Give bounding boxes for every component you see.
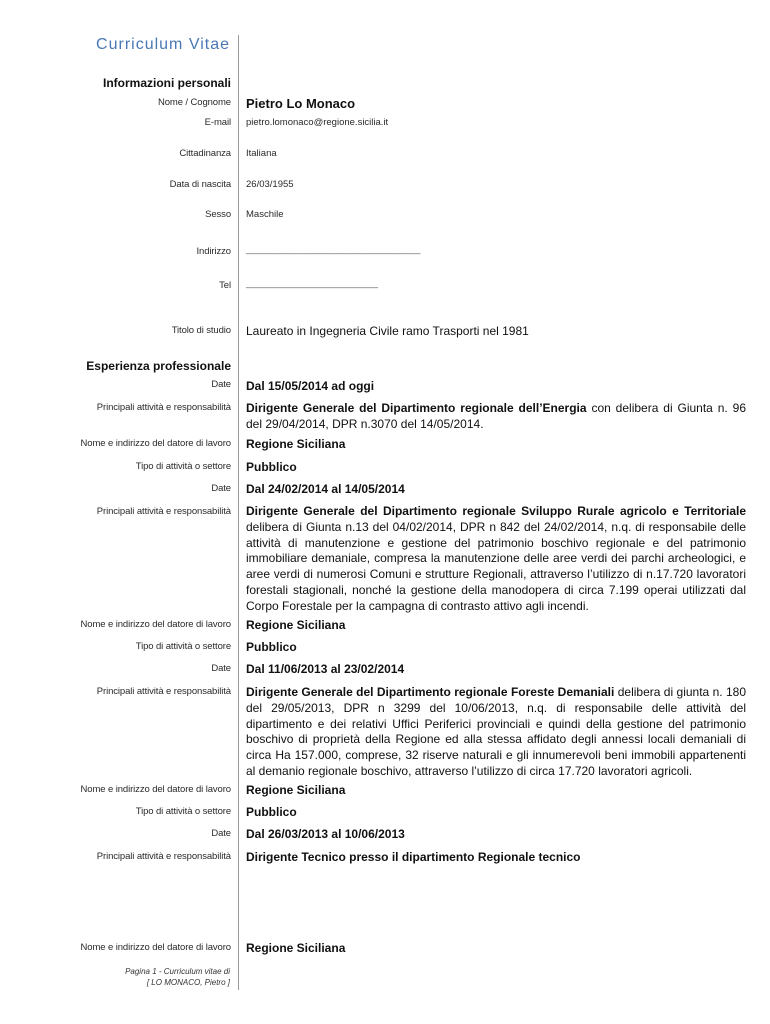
entry-details: delibera di giunta n. 180 del 29/05/2013, DPR n 3299 del 10/06/2013, n.q. di responsabile delle attività del dipartimento e dei relativi Uffici Periferici provinciali e quindi della gestione del patrimonio boschivo di proprietà della Regione ed alla stessa affidato degli annessi locali demaniali di circa Ha 157.000, comprese, 32 riserve naturali e gli innumerevoli beni immobili appartenenti al demanio regionale boschivo, attraverso l’utilizzo di circa 17.720 lavoratori agricoli. <box>246 685 746 778</box>
email-label: E-mail <box>204 117 231 128</box>
entry-description <box>246 401 746 433</box>
entry-employer: Regione Siciliana <box>246 437 346 451</box>
section-personal-info: Informazioni personali <box>102 76 231 90</box>
tel-label: Tel <box>219 280 231 291</box>
entry-details: delibera di Giunta n.13 del 04/02/2014, DPR n 842 del 24/02/2014, n.q. di responsabile delle attività di manutenzione e gestione del patrimonio boschivo regionale e del patrimonio immobiliare demaniale, compresa la manutenzione delle aree verdi dei parchi archeologici, e aree verdi di numerosi Comuni e strutture Regionali, attraverso l’utilizzo di n.17.720 lavoratori forestali stagionali, nonché la gestione della manodopera di circa 7.199 operai utilizzati dal Corpo Forestale per la campagna di contrasto attivo agli incendi. <box>246 519 746 613</box>
citizenship-label: Cittadinanza <box>179 148 231 159</box>
citizenship-value: Italiana <box>246 148 277 159</box>
date-label: Date <box>211 828 231 839</box>
name-label: Nome / Cognome <box>157 97 231 108</box>
activities-label: Principali attività e responsabilità <box>96 402 231 413</box>
footer-page-info: Pagina 1 - Curriculum vitae di <box>125 967 230 976</box>
entry-description <box>246 504 746 615</box>
entry-employer: Regione Siciliana <box>246 618 346 632</box>
address-label: Indirizzo <box>196 246 231 257</box>
entry-description <box>246 685 746 780</box>
entry-employer: Regione Siciliana <box>246 941 346 955</box>
footer-author: [ LO MONACO, Pietro ] <box>146 978 230 987</box>
entry-date: Dal 24/02/2014 al 14/05/2014 <box>246 482 405 496</box>
tel-value: _________________________ <box>246 278 379 289</box>
degree-label: Titolo di studio <box>171 325 231 336</box>
activities-label: Principali attività e responsabilità <box>96 851 231 862</box>
entry-details: con delibera di Giunta n. 96 del 29/04/2014, DPR n.3070 del 14/05/2014. <box>246 401 746 431</box>
page-footer <box>125 966 230 988</box>
birth-date-label: Data di nascita <box>169 179 231 190</box>
entry-date: Dal 15/05/2014 ad oggi <box>246 379 375 393</box>
name-value: Pietro Lo Monaco <box>246 96 356 111</box>
entry-role: Dirigente Generale del Dipartimento regionale Foreste Demaniali <box>246 685 615 699</box>
degree-value: Laureato in Ingegneria Civile ramo Trasporti nel 1981 <box>246 324 529 338</box>
sector-label: Tipo di attività o settore <box>135 641 231 652</box>
sex-label: Sesso <box>205 209 231 220</box>
activities-label: Principali attività e responsabilità <box>96 686 231 697</box>
employer-label: Nome e indirizzo del datore di lavoro <box>80 438 231 449</box>
page-title: Curriculum Vitae <box>96 36 230 53</box>
activities-label: Principali attività e responsabilità <box>96 506 231 517</box>
entry-role: Dirigente Generale del Dipartimento regionale dell’Energia <box>246 401 587 415</box>
entry-sector: Pubblico <box>246 640 297 654</box>
entry-date: Dal 11/06/2013 al 23/02/2014 <box>246 662 405 676</box>
birth-date-value: 26/03/1955 <box>246 179 294 190</box>
section-experience: Esperienza professionale <box>86 359 231 373</box>
address-value: _________________________________ <box>246 244 421 255</box>
date-label: Date <box>211 663 231 674</box>
entry-role: Dirigente Generale del Dipartimento regionale Sviluppo Rurale agricolo e Territoriale <box>246 504 746 518</box>
sector-label: Tipo di attività o settore <box>135 806 231 817</box>
entry-role: Dirigente Tecnico presso il dipartimento Regionale tecnico <box>246 850 581 864</box>
entry-employer: Regione Siciliana <box>246 783 346 797</box>
employer-label: Nome e indirizzo del datore di lavoro <box>80 942 231 953</box>
entry-sector: Pubblico <box>246 805 297 819</box>
employer-label: Nome e indirizzo del datore di lavoro <box>80 619 231 630</box>
sex-value: Maschile <box>246 209 284 220</box>
date-label: Date <box>211 483 231 494</box>
date-label: Date <box>211 379 231 390</box>
entry-date: Dal 26/03/2013 al 10/06/2013 <box>246 827 405 841</box>
sector-label: Tipo di attività o settore <box>135 461 231 472</box>
employer-label: Nome e indirizzo del datore di lavoro <box>80 784 231 795</box>
email-value: pietro.lomonaco@regione.sicilia.it <box>246 117 389 128</box>
entry-sector: Pubblico <box>246 460 297 474</box>
column-divider <box>238 35 239 990</box>
